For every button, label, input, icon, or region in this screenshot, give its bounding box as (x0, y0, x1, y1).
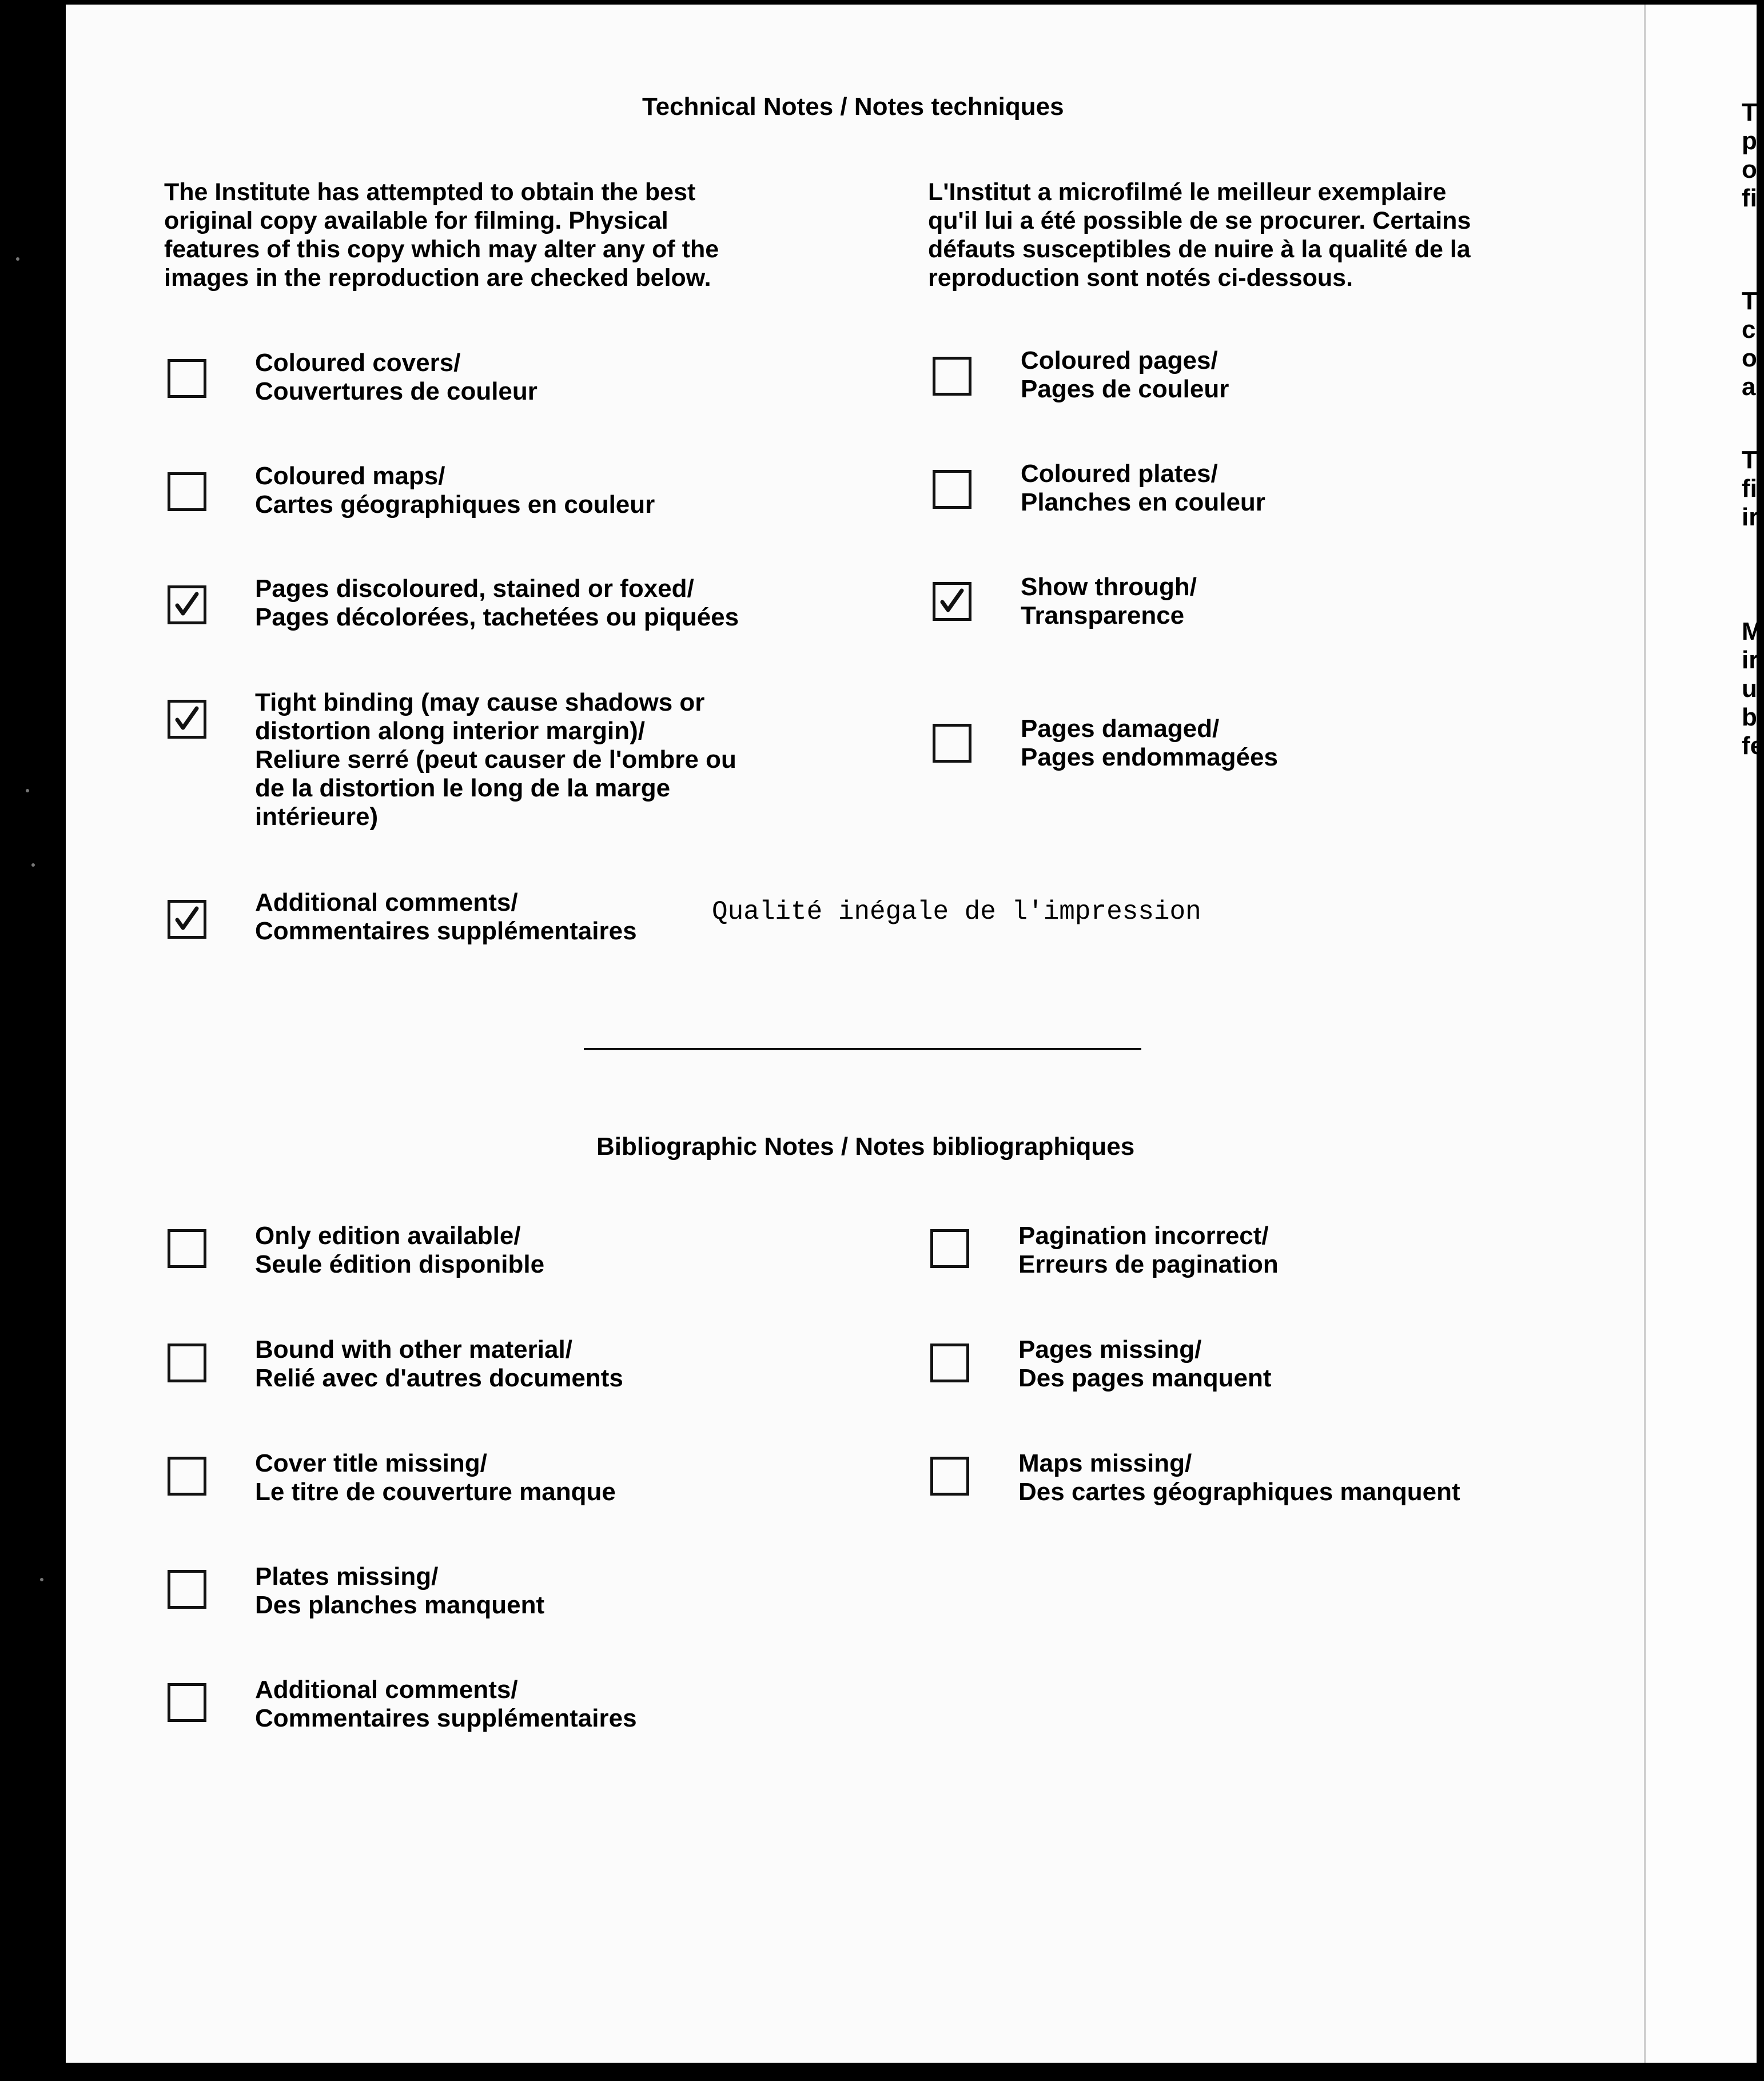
checkmark-icon (938, 587, 966, 616)
intro-en-line: features of this copy which may alter any of the (164, 236, 719, 263)
intro-fr-line: défauts susceptibles de nuire à la qualité de la (928, 236, 1471, 263)
label-line: Reliure serré (peut causer de l'ombre ou (255, 746, 736, 774)
label-line: Pages damaged/ (1021, 715, 1220, 743)
checkbox-bound-with[interactable] (168, 1344, 206, 1382)
checkbox-pages-damaged[interactable] (933, 724, 971, 763)
intro-fr-line: qu'il lui a été possible de se procurer. Certains (928, 207, 1471, 234)
edge-fragment: fi (1742, 184, 1757, 212)
label-line: Plates missing/ (255, 1562, 439, 1590)
scan-speck (31, 863, 35, 867)
label-line: Coloured covers/ (255, 349, 461, 377)
checkbox-coloured-plates[interactable] (933, 470, 971, 509)
edge-fragment: o (1742, 156, 1757, 184)
label-line: intérieure) (255, 803, 379, 831)
label-show-through (1021, 573, 1197, 630)
section-divider (584, 1048, 1141, 1050)
label-tight-binding (255, 688, 736, 831)
edge-fragment: ir (1742, 503, 1759, 531)
label-line: Pages endommagées (1021, 743, 1278, 771)
label-line: Show through/ (1021, 573, 1197, 601)
intro-en-line: The Institute has attempted to obtain the best (164, 178, 696, 206)
label-only-edition (255, 1222, 544, 1279)
edge-fragment: T (1742, 446, 1757, 474)
label-line: Additional comments/ (255, 888, 518, 916)
label-line: Cartes géographiques en couleur (255, 491, 655, 519)
label-line: Cover title missing/ (255, 1449, 487, 1477)
label-pages-missing (1018, 1335, 1272, 1393)
label-line: Tight binding (may cause shadows or (255, 688, 705, 716)
technical-notes-heading: Technical Notes / Notes techniques (642, 93, 1064, 121)
label-line: Pages de couleur (1021, 375, 1229, 403)
label-additional-comments-bibliographic (255, 1676, 637, 1733)
label-pagination-incorrect (1018, 1222, 1279, 1279)
label-line: Pages missing/ (1018, 1335, 1202, 1364)
label-line: Planches en couleur (1021, 488, 1265, 516)
label-line: Des planches manquent (255, 1591, 545, 1619)
intro-fr-line: L'Institut a microfilmé le meilleur exemplaire (928, 178, 1447, 206)
label-line: Additional comments/ (255, 1676, 518, 1704)
edge-fragment: ir (1742, 646, 1759, 674)
edge-fragment: u (1742, 675, 1757, 703)
label-line: distortion along interior margin)/ (255, 717, 645, 745)
label-line: Seule édition disponible (255, 1250, 545, 1278)
label-coloured-plates (1021, 460, 1265, 517)
label-line: Erreurs de pagination (1018, 1250, 1279, 1278)
checkbox-show-through[interactable] (933, 582, 971, 621)
bibliographic-notes-heading: Bibliographic Notes / Notes bibliographiques (596, 1133, 1135, 1161)
checkmark-icon (173, 591, 201, 619)
edge-fragment: a (1742, 373, 1756, 401)
label-line: Des cartes géographiques manquent (1018, 1478, 1460, 1506)
checkbox-pages-discoloured[interactable] (168, 585, 206, 624)
label-pages-discoloured (255, 575, 739, 632)
label-line: Relié avec d'autres documents (255, 1364, 623, 1392)
checkmark-icon (173, 705, 201, 733)
typed-comment: Qualité inégale de l'impression (712, 897, 1201, 927)
checkbox-cover-title-missing[interactable] (168, 1457, 206, 1496)
label-line: Des pages manquent (1018, 1364, 1272, 1392)
checkmark-icon (173, 905, 201, 934)
checkbox-only-edition[interactable] (168, 1229, 206, 1268)
checkbox-coloured-maps[interactable] (168, 472, 206, 511)
label-line: de la distortion le long de la marge (255, 774, 671, 802)
label-coloured-pages (1021, 346, 1229, 404)
intro-fr-line: reproduction sont notés ci-dessous. (928, 264, 1353, 292)
checkbox-coloured-covers[interactable] (168, 359, 206, 398)
intro-en-line: images in the reproduction are checked below. (164, 264, 711, 292)
label-maps-missing (1018, 1449, 1460, 1506)
notes-page (66, 5, 1754, 2063)
edge-fragment: p (1742, 127, 1757, 155)
label-line: Transparence (1021, 601, 1185, 629)
edge-fragment: o (1742, 344, 1757, 372)
label-line: Coloured pages/ (1021, 346, 1218, 374)
checkbox-additional-comments-bibliographic[interactable] (168, 1683, 206, 1722)
label-bound-with (255, 1335, 623, 1393)
label-line: Commentaires supplémentaires (255, 917, 637, 945)
label-pages-damaged (1021, 715, 1278, 772)
label-line: Only edition available/ (255, 1222, 521, 1250)
label-plates-missing (255, 1562, 544, 1620)
scan-speck (26, 789, 29, 792)
checkbox-maps-missing[interactable] (930, 1457, 969, 1496)
label-line: Maps missing/ (1018, 1449, 1192, 1477)
edge-fragment: T (1742, 287, 1757, 315)
checkbox-coloured-pages[interactable] (933, 357, 971, 396)
edge-fragment: fe (1742, 732, 1764, 760)
label-line: Pagination incorrect/ (1018, 1222, 1269, 1250)
edge-fragment: fi (1742, 475, 1757, 503)
label-line: Commentaires supplémentaires (255, 1704, 637, 1732)
label-line: Coloured maps/ (255, 462, 445, 490)
checkbox-pagination-incorrect[interactable] (930, 1229, 969, 1268)
label-coloured-maps (255, 462, 655, 519)
intro-en-line: original copy available for filming. Physical (164, 207, 668, 234)
label-line: Coloured plates/ (1021, 460, 1218, 488)
edge-fragment: T (1742, 98, 1757, 126)
label-line: Pages discoloured, stained or foxed/ (255, 575, 694, 603)
label-cover-title-missing (255, 1449, 616, 1506)
scan-speck (40, 1578, 43, 1581)
label-line: Pages décolorées, tachetées ou piquées (255, 603, 739, 631)
label-additional-comments-technical (255, 888, 637, 946)
label-line: Couvertures de couleur (255, 377, 537, 405)
scan-speck (16, 257, 19, 261)
label-line: Bound with other material/ (255, 1335, 572, 1364)
label-line: Le titre de couverture manque (255, 1478, 616, 1506)
film-border (0, 2065, 1754, 2081)
label-coloured-covers (255, 349, 537, 406)
checkbox-tight-binding[interactable] (168, 700, 206, 739)
adjacent-page-strip (1644, 5, 1757, 2063)
edge-fragment: b (1742, 703, 1757, 731)
checkbox-pages-missing[interactable] (930, 1344, 969, 1382)
checkbox-additional-comments-technical[interactable] (168, 900, 206, 939)
edge-fragment: M (1742, 617, 1763, 645)
checkbox-plates-missing[interactable] (168, 1570, 206, 1609)
edge-fragment: c (1742, 316, 1756, 344)
